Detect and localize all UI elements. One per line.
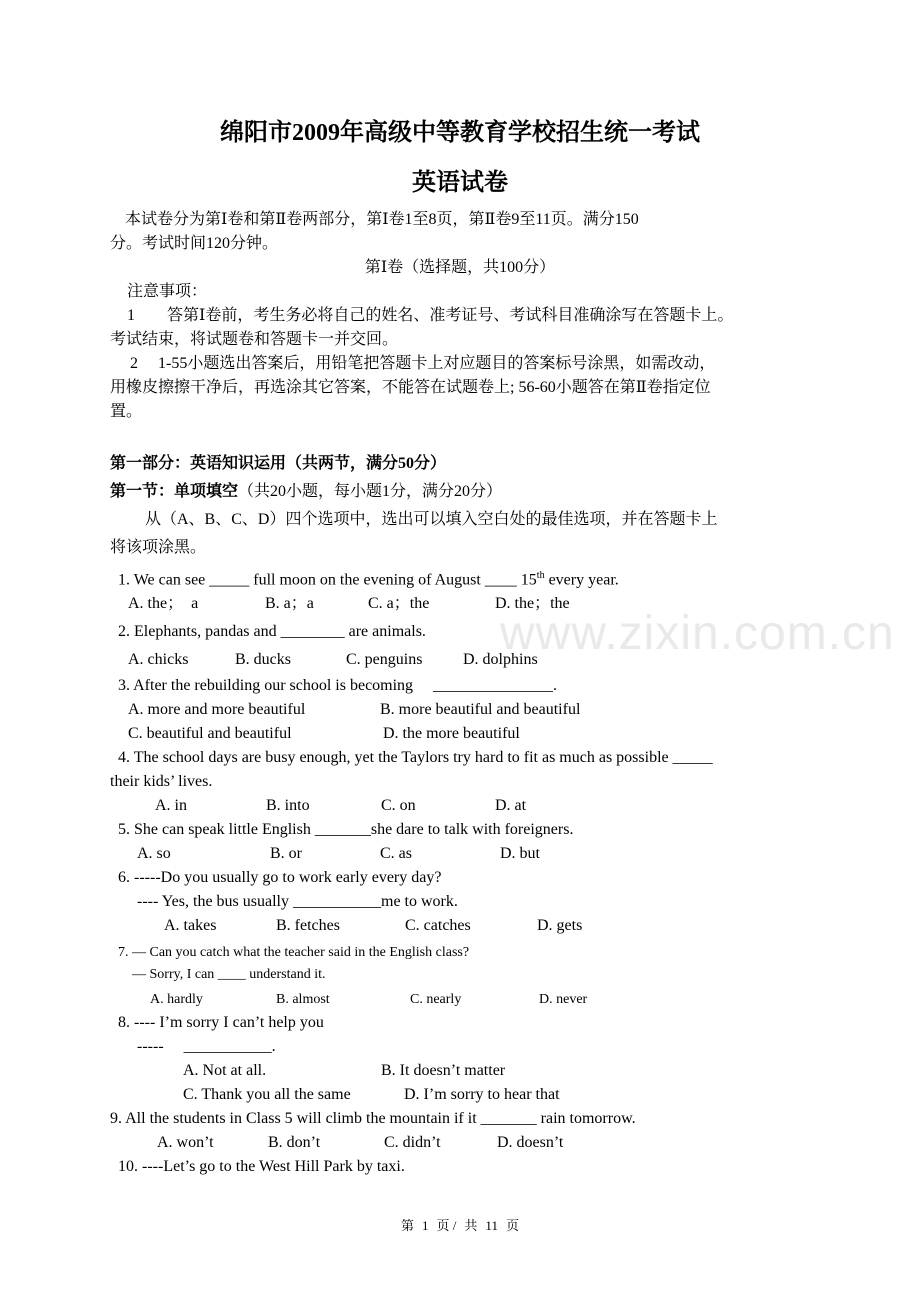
q5-option-d: D. but (500, 845, 540, 862)
q6-option-a: A. takes (164, 917, 217, 934)
q4-option-a: A. in (155, 797, 187, 814)
exam-subtitle: 英语试卷 (412, 170, 508, 196)
q6-option-b: B. fetches (276, 917, 340, 934)
q3-option-b: B. more beautiful and beautiful (380, 701, 581, 718)
q8-option-c: C. Thank you all the same (183, 1086, 351, 1103)
q1-stem-b: every year. (544, 571, 619, 589)
section1-heading (110, 482, 502, 502)
intro-line-2: 分。考试时间120分钟。 (110, 235, 279, 252)
q9-option-c: C. didn’t (384, 1134, 441, 1151)
q9-option-a: A. won’t (157, 1134, 214, 1151)
q4-option-b: B. into (266, 797, 310, 814)
note-1-line-1: 1 答第Ⅰ卷前，考生务必将自己的姓名、准考证号、考试科目准确涂写在答题卡上。 (127, 307, 734, 324)
question-9-stem: 9. All the students in Class 5 will climb the mountain if it _______ rain tomorrow. (110, 1110, 636, 1127)
exam-title: 绵阳市2009年高级中等教育学校招生统一考试 (220, 120, 700, 146)
q5-option-a: A. so (137, 845, 171, 862)
q8-option-a: A. Not at all. (183, 1062, 267, 1079)
question-6-stem-line-1: 6. -----Do you usually go to work early every day? (118, 869, 442, 886)
question-2-stem: 2. Elephants, pandas and ________ are animals. (118, 623, 426, 640)
question-7-stem-line-1 (118, 942, 469, 963)
q8-option-d: D. I’m sorry to hear that (404, 1086, 560, 1103)
q1-option-a: A. the； a (128, 595, 199, 612)
q1-sup: th (536, 570, 545, 581)
q6-option-d: D. gets (537, 917, 583, 934)
q7-option-b: B. almost (276, 992, 330, 1007)
q3-option-c: C. beautiful and beautiful (128, 725, 292, 742)
section-label: 第Ⅰ卷（选择题，共100分） (364, 259, 556, 276)
q4-option-d: D. at (495, 797, 527, 814)
footer-suffix: 页 (505, 1218, 519, 1233)
note-2-line-2: 用橡皮擦擦干净后，再选涂其它答案，不能答在试题卷上; 56-60小题答在第Ⅱ卷指定位 (110, 379, 711, 396)
question-5-stem: 5. She can speak little English _______she dare to talk with foreigners. (118, 821, 574, 838)
footer-prefix: 第 (401, 1218, 415, 1233)
q1-option-d: D. the；the (495, 595, 570, 612)
q9-option-d: D. doesn’t (497, 1134, 564, 1151)
q2-option-b: B. ducks (235, 651, 291, 668)
q7-stem-a: 7. — Can you catch what the teacher said in the English class? (118, 945, 470, 960)
q9-option-b: B. don’t (268, 1134, 321, 1151)
page-footer (0, 1215, 920, 1234)
note-2-line-3: 置。 (110, 403, 143, 420)
q1-option-b: B. a；a (265, 595, 314, 612)
q7-option-a: A. hardly (150, 992, 203, 1007)
instruction-line-2: 将该项涂黑。 (110, 539, 207, 556)
section1-rest: （共20小题，每小题1分，满分20分） (238, 483, 503, 500)
question-7-stem-line-2: — Sorry, I can ____ understand it. (132, 967, 326, 982)
q1-option-c: C. a；the (368, 595, 430, 612)
notes-label: 注意事项： (127, 283, 208, 300)
question-4-stem-line-1: 4. The school days are busy enough, yet the Taylors try hard to fit as much as possible _____ (118, 749, 713, 766)
question-6-stem-line-2: ---- Yes, the bus usually ___________me to work. (137, 893, 458, 910)
q3-option-d: D. the more beautiful (383, 725, 520, 742)
q6-option-c: C. catches (405, 917, 471, 934)
q7-option-d: D. never (539, 992, 588, 1007)
q4-option-c: C. on (381, 797, 416, 814)
question-3-stem: 3. After the rebuilding our school is becoming _______________. (118, 677, 558, 694)
q1-stem-a: 1. We can see _____ full moon on the evening of August ____ 15 (118, 571, 537, 589)
q2-option-d: D. dolphins (463, 651, 538, 668)
q5-option-c: C. as (380, 845, 412, 862)
question-1-stem (118, 566, 619, 590)
question-10-stem: 10. ----Let’s go to the West Hill Park by taxi. (118, 1158, 405, 1175)
q8-option-b: B. It doesn’t matter (381, 1062, 506, 1079)
note-2-line-1: 2 1-55小题选出答案后，用铅笔把答题卡上对应题目的答案标号涂黑，如需改动， (130, 355, 716, 372)
footer-mid: 页 / (436, 1218, 457, 1233)
question-8-stem-line-2: ----- ___________. (137, 1038, 276, 1055)
section1-bold: 第一节：单项填空 (110, 483, 239, 500)
footer-page-number: 1 (422, 1218, 429, 1233)
q3-option-a: A. more and more beautiful (128, 701, 306, 718)
note-1-line-2: 考试结束，将试题卷和答题卡一并交回。 (110, 331, 399, 348)
instruction-line-1: 从（A、B、C、D）四个选项中，选出可以填入空白处的最佳选项，并在答题卡上 (145, 511, 718, 528)
q7-option-c: C. nearly (410, 992, 462, 1007)
question-8-stem-line-1: 8. ---- I’m sorry I can’t help you (118, 1014, 324, 1031)
q2-option-a: A. chicks (128, 651, 189, 668)
q5-option-b: B. or (270, 845, 302, 862)
question-4-stem-line-2: their kids’ lives. (110, 773, 213, 790)
watermark: www.zixin.com.cn (500, 607, 895, 660)
part1-heading: 第一部分：英语知识运用（共两节，满分50分） (110, 455, 447, 472)
footer-page-total: 11 (485, 1218, 498, 1233)
footer-total-prefix: 共 (464, 1218, 478, 1233)
q2-option-c: C. penguins (346, 651, 423, 668)
intro-line-1: 本试卷分为第Ⅰ卷和第Ⅱ卷两部分，第Ⅰ卷1至8页，第Ⅱ卷9至11页。满分150 (125, 211, 639, 228)
